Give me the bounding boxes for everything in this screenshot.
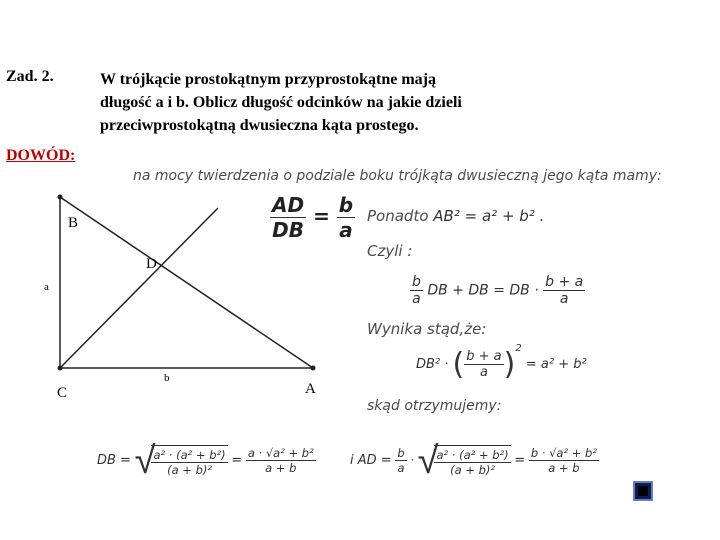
equation-2 [410,274,585,307]
ad-formula [350,438,599,483]
eq3-right: = a² + b² [525,357,587,372]
label-a-vertex: A [305,381,316,397]
ad-equals: = [514,453,526,468]
db-result-den: a + b [265,461,297,475]
ad-root-den: (a + b)² [450,462,495,477]
b-numerator: b [338,193,354,217]
eq3-exponent: 2 [515,342,522,354]
ad-root [434,445,510,477]
label-c-vertex: C [57,385,68,401]
ad-numerator: AD [272,193,305,217]
equation-3 [416,342,587,382]
theorem-text: na mocy twierdzenia o podziale boku trójkąta dwusieczną jego kąta mamy: [133,168,662,184]
ad-coef-num: b [397,446,405,460]
eq2-middle: DB + DB = DB · [427,282,539,299]
db-equals: = [231,453,243,468]
eq3-paren-open: ( [452,347,465,382]
so-label: Czyli : [367,242,413,260]
proof-heading: DOWÓD: [6,147,76,164]
ratio-equation [270,193,355,242]
db-root [151,445,227,477]
task-statement [100,68,462,137]
stop-icon[interactable] [633,481,653,501]
db-formula [97,438,316,483]
task-line-3: przeciwprostokątną dwusieczna kąta prostego. [100,117,419,134]
task-line-2: długość a i b. Oblicz długość odcinków na jakie dzieli [100,94,462,111]
eq2-frac-den: a [412,291,421,307]
db-radical-sign: √ [134,438,156,482]
ad-result-den: a + b [548,461,580,475]
whence-label: skąd otrzymujemy: [367,398,502,414]
ad-coef-den: a [397,461,405,475]
db-lhs: DB = [97,453,131,468]
task-line-1: W trójkącie prostokątnym przyprostokątne mają [100,71,436,88]
ad-root-num: a² · (a² + b²) [436,447,509,462]
eq3-left: DB² · [416,357,449,372]
eq2-frac2-den: a [559,291,569,307]
ad-dot: · [410,453,414,467]
ad-radical-sign: √ [417,438,439,482]
moreover-expression: AB² = a² + b² . [433,207,545,225]
label-a-side: a [44,281,49,293]
moreover-line [367,207,544,225]
vertex-c-point [58,366,63,371]
db-result-num: a · √a² + b² [247,446,314,460]
label-b-vertex: B [68,215,79,231]
vertex-b-point [58,195,63,200]
ad-result-num: b · √a² + b² [530,446,597,460]
eq2-frac-num: b [412,274,421,290]
db-root-den: (a + b)² [167,462,212,477]
label-d-point: D [146,256,157,272]
eq3-frac-den: a [479,365,488,380]
eq2-frac2-num: b + a [545,274,584,290]
result-label: Wynika stąd,że: [367,320,487,338]
eq3-paren-close: ) [503,347,516,382]
eq3-frac-num: b + a [466,349,502,364]
moreover-label: Ponadto [367,207,429,225]
db-root-num: a² · (a² + b²) [153,447,226,462]
label-b-side: b [164,372,170,384]
a-denominator: a [339,218,353,242]
ratio-equals: = [313,204,330,228]
ad-lhs: i AD = [350,453,392,468]
task-number: Zad. 2. [6,68,54,85]
vertex-a-point [311,366,316,371]
db-denominator: DB [272,218,304,242]
